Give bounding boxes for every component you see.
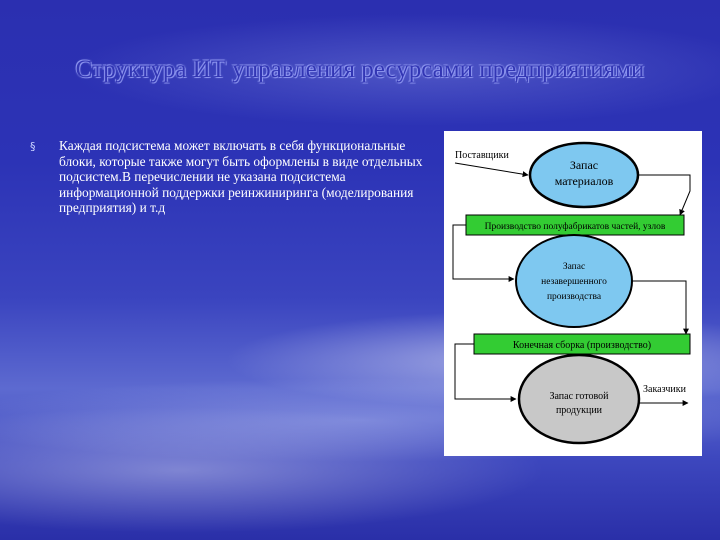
bullet-marker-icon: § [30, 140, 36, 153]
resource-flow-diagram [444, 131, 702, 456]
suppliers-label: Поставщики [455, 150, 509, 161]
suppliers-arrow [455, 163, 528, 175]
materials-stock-label-1: Запас [569, 158, 599, 172]
finished-stock-label-2: продукции [555, 405, 603, 416]
top-connector [638, 175, 690, 215]
assembly-bar-label: Конечная сборка (производство) [512, 340, 652, 351]
slide-title: Структура ИТ управления ресурсами предприятиями [75, 56, 645, 83]
middle-connector-right [632, 281, 686, 334]
wip-stock-label-2: незавершенного [541, 277, 607, 287]
bullet-item [30, 138, 435, 216]
finished-stock-label-1: Запас готовой [549, 391, 609, 402]
materials-stock-label-2: материалов [554, 174, 614, 188]
production-bar-label: Производство полуфабрикатов частей, узлов [484, 222, 666, 232]
bullet-text: Каждая подсистема может включать в себя функциональные блоки, которые также могут быть оформлены в виде отдельных подсистем.В перечислении не указана подсистема информационной поддержки реинжиниринга (моделирования предприятия) и т.д [59, 138, 423, 215]
wip-stock-label-1: Запас [562, 262, 586, 272]
customers-label: Заказчики [643, 384, 686, 395]
wip-stock-label-3: производства [546, 292, 602, 302]
